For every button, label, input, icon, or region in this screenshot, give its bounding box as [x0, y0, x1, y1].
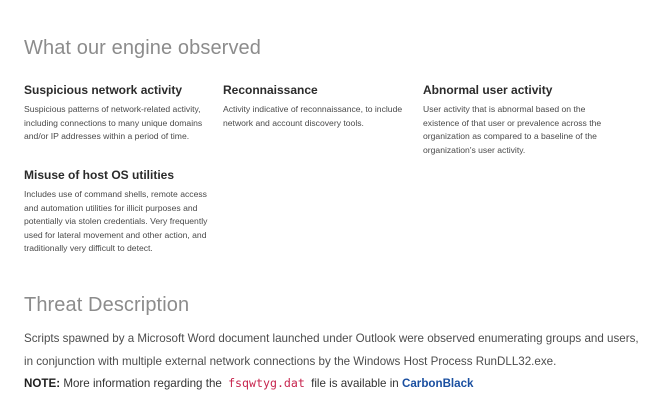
- note-prefix: More information regarding the: [63, 377, 222, 390]
- threat-description: Scripts spawned by a Microsoft Word document launched under Outlook were observed enumerating groups and users, in conjunction with multiple external network connections by the Windows Host Process RunDLL32.exe.: [24, 332, 639, 368]
- observation-card-reconnaissance: [223, 83, 408, 130]
- observation-card-network: [24, 83, 209, 144]
- filename-code: fsqwtyg.dat: [228, 376, 305, 390]
- card-title: Reconnaissance: [223, 83, 318, 97]
- card-text: User activity that is abnormal based on the existence of that user or prevalence across the organization as compared to a baseline of the organization's user activity.: [423, 104, 602, 155]
- observation-card-host-os-misuse: [24, 168, 209, 256]
- note-label: NOTE:: [24, 377, 61, 390]
- card-title: Abnormal user activity: [423, 83, 553, 97]
- observed-section-title: What our engine observed: [24, 37, 261, 59]
- card-text: Activity indicative of reconnaissance, to include network and account discovery tools.: [223, 104, 403, 128]
- threat-section-title: Threat Description: [24, 294, 190, 316]
- card-title: Misuse of host OS utilities: [24, 168, 175, 182]
- carbonblack-link[interactable]: CarbonBlack: [401, 377, 474, 390]
- note-line: [24, 376, 474, 390]
- observation-card-abnormal-user: [423, 83, 608, 157]
- card-title: Suspicious network activity: [24, 83, 183, 97]
- note-middle: file is available in: [311, 377, 399, 390]
- card-text: Includes use of command shells, remote access and automation utilities for illicit purposes and potentially via stolen credentials. Very frequently used for lateral movement and other action, and traditionally very difficult to detect.: [24, 189, 208, 253]
- card-text: Suspicious patterns of network-related activity, including connections to many unique domains and/or IP addresses within a period of time.: [24, 104, 203, 141]
